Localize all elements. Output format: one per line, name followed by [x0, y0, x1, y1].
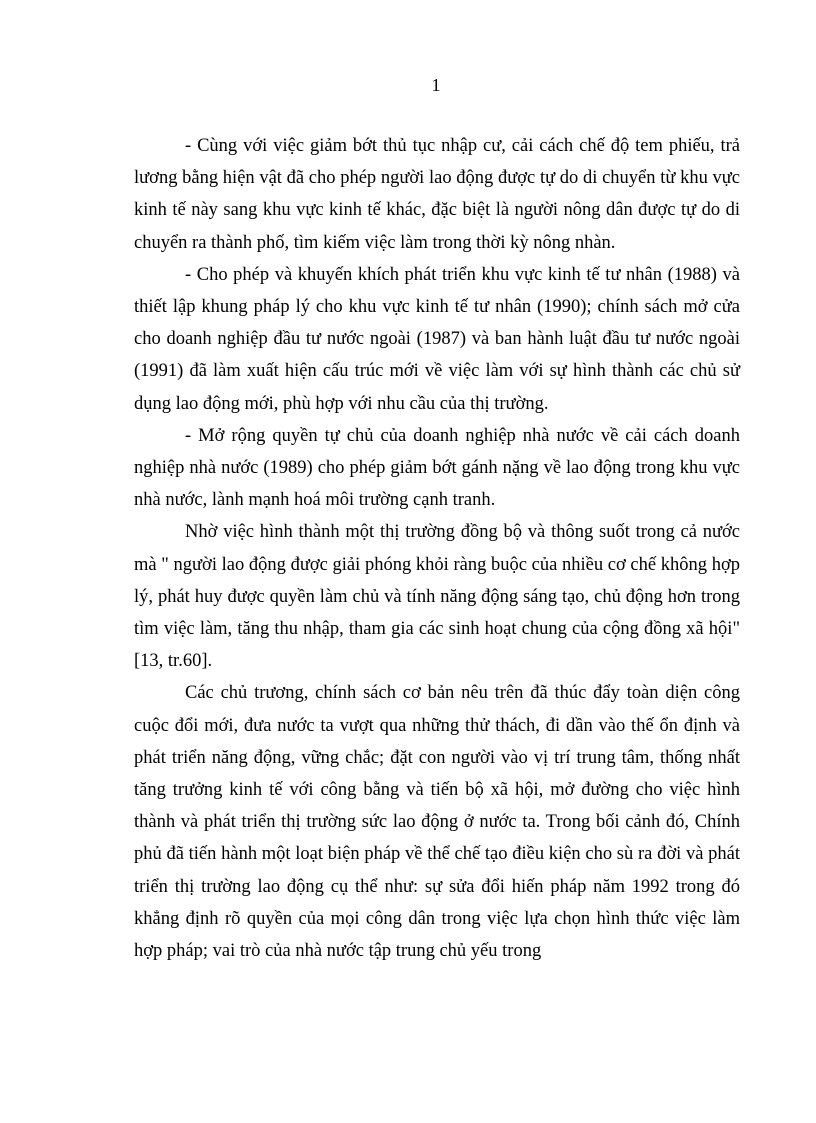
paragraph-state-enterprise: - Mở rộng quyền tự chủ của doanh nghiệp nhà nước về cải cách doanh nghiệp nhà nước (1989) cho phép giảm bớt gánh nặng về lao động trong khu vực nhà nước, lành mạnh hoá môi trường cạnh tranh. — [134, 425, 740, 511]
page-number: 1 — [431, 75, 441, 95]
paragraph-policy-reform: Các chủ trương, chính sách cơ bản nêu trên đã thúc đẩy toàn diện công cuộc đổi mới, đưa nước ta vượt qua những thử thách, đi dần vào thế ổn định và phát triển năng động, vững chắc; đặt con người vào vị trí trung tâm, thống nhất tăng trưởng kinh tế với công bằng và tiến bộ xã hội, mở đường cho việc hình thành và phát triển thị trường sức lao động ở nước ta. Trong bối cảnh đó, Chính phủ đã tiến hành một loạt biện pháp về thể chế tạo điều kiện cho sù ra đời và phát triển thị trường lao động cụ thể như: sự sửa đổi hiến pháp năm 1992 trong đó khẳng định rõ quyền của mọi công dân trong việc lựa chọn hình thức việc làm hợp pháp; vai trò của nhà nước tập trung chủ yếu trong — [134, 683, 740, 962]
document-body — [134, 130, 740, 967]
paragraph-migration-reform: - Cùng với việc giảm bớt thủ tục nhập cư, cải cách chế độ tem phiếu, trả lương bằng hiện vật đã cho phép người lao động được tự do di chuyển từ khu vực kinh tế này sang khu vực kinh tế khác, đặc biệt là người nông dân được tự do di chuyển ra thành phố, tìm kiếm việc làm trong thời kỳ nông nhàn. — [134, 136, 740, 253]
paragraph-unified-market: Nhờ việc hình thành một thị trường đồng bộ và thông suốt trong cả nước mà " người lao động được giải phóng khỏi ràng buộc của nhiều cơ chế không hợp lý, phát huy được quyền làm chủ và tính năng động sáng tạo, chủ động hơn trong tìm việc làm, tăng thu nhập, tham gia các sinh hoạt chung của cộng đồng xã hội" [13, tr.60]. — [134, 522, 740, 672]
paragraph-private-sector: - Cho phép và khuyến khích phát triển khu vực kinh tế tư nhân (1988) và thiết lập khung pháp lý cho khu vực kinh tế tư nhân (1990); chính sách mở cửa cho doanh nghiệp đầu tư nước ngoài (1987) và ban hành luật đầu tư nước ngoài (1991) đã làm xuất hiện cấu trúc mới về việc làm với sự hình thành các chủ sử dụng lao động mới, phù hợp với nhu cầu của thị trường. — [134, 264, 740, 414]
